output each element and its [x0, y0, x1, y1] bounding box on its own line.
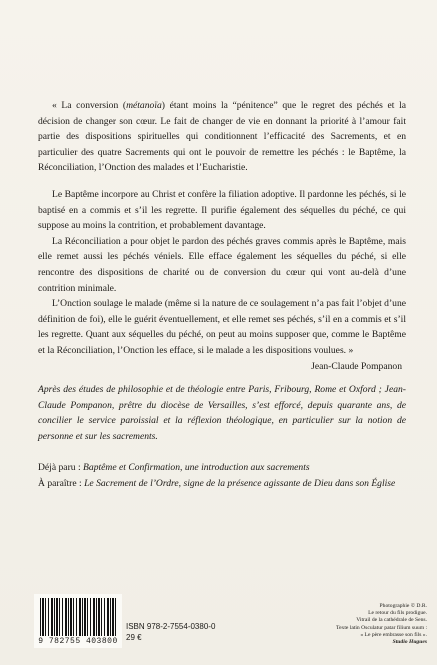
- quote-section: [38, 98, 406, 374]
- quote-paragraph-1: [38, 98, 406, 176]
- already-published-label: Déjà paru :: [38, 462, 84, 473]
- forthcoming: [38, 476, 406, 492]
- forthcoming-label: À paraître :: [38, 477, 85, 489]
- quote-author: Jean-Claude Pompanon: [311, 360, 402, 372]
- isbn-block: [126, 621, 215, 643]
- credit-line-5: « Le père embrasse son fils ».: [360, 631, 427, 638]
- credit-line-4: Texte latin Osculatur patar filium suum :: [336, 624, 427, 631]
- barcode-bars: [40, 598, 118, 636]
- credit-line-1: Photographie © D.R.: [379, 603, 427, 609]
- isbn-number: ISBN 978-2-7554-0380-0: [126, 622, 216, 631]
- price: 29 €: [126, 633, 142, 642]
- paragraph-gap: [38, 176, 406, 187]
- photo-credits: [307, 603, 427, 646]
- credit-line-2: Le retour du fils prodigue.: [368, 610, 427, 617]
- quote-p1-rest: ) étant moins la “pénitence” que le regret des péchés et la décision de changer son cœur. Le fait de changer de vie en donnant la priorité à l’amour fait partie des dispositions spirituelles qui conditionnent l’efficacité des Sacrements, et en particulier des quatre Sacrements qui ont le pouvoir de remettre les péchés : le Baptême, la Réconciliation, l’Onction des malades et l’Eucharistie.: [38, 100, 406, 174]
- studio-logo: Studio Hugues: [392, 639, 427, 646]
- already-published-title: Baptême et Confirmation, une introduction aux sacrements: [83, 462, 310, 473]
- forthcoming-title: Le Sacrement de l’Ordre, signe de la présence agissante de Dieu dans son Église: [84, 477, 396, 489]
- barcode-digits: 9 782755 403800: [38, 637, 118, 646]
- author-bio: [38, 382, 406, 444]
- quote-paragraph-4: L’Onction soulage le malade (même si la nature de ce soulagement n’a pas fait l’objet d’une définition de foi), elle le guérit éventuellement, et elle remet ses péchés, s’il en a commis et s’il les regrette. Quant aux séquelles du péché, on peut au moins supposer que, comme le Baptême et la Réconciliation, l’Onction les efface, si le malade a les dispositions voulues. »: [38, 298, 406, 356]
- other-works: [38, 460, 406, 491]
- quote-paragraph-2: Le Baptême incorpore au Christ et confère la filiation adoptive. Il pardonne les péchés, si le baptisé en a commis et s’il les regrette. Il purifie également des séquelles du péché, ce qui suppose au moins la contrition, et probablement davantage.: [38, 188, 406, 232]
- barcode: [34, 594, 122, 648]
- quote-paragraph-3: La Réconciliation a pour objet le pardon des péchés graves commis après le Baptême, mais elle remet aussi les péchés véniels. Elle efface également les séquelles du péché, si elle rencontre des dispositions de charité ou de conversion du cœur qui vont au-delà d’une contrition minimale.: [38, 235, 406, 294]
- credit-line-3: Vitrail de la cathédrale de Sens.: [356, 617, 427, 624]
- quote-p1-italic-term: métanoïa: [126, 100, 162, 111]
- already-published: [38, 460, 406, 476]
- quote-p1-start: « La conversion (: [52, 100, 127, 111]
- bio-paragraph: Après des études de philosophie et de théologie entre Paris, Fribourg, Rome et Oxford ; Jean-Claude Pompanon, prêtre du diocèse de Versailles, s’est efforcé, depuis quarante ans, de concilier le service paroissial et la réflexion théologique, en particulier sur la notion de personne et sur les sacrements.: [38, 384, 406, 442]
